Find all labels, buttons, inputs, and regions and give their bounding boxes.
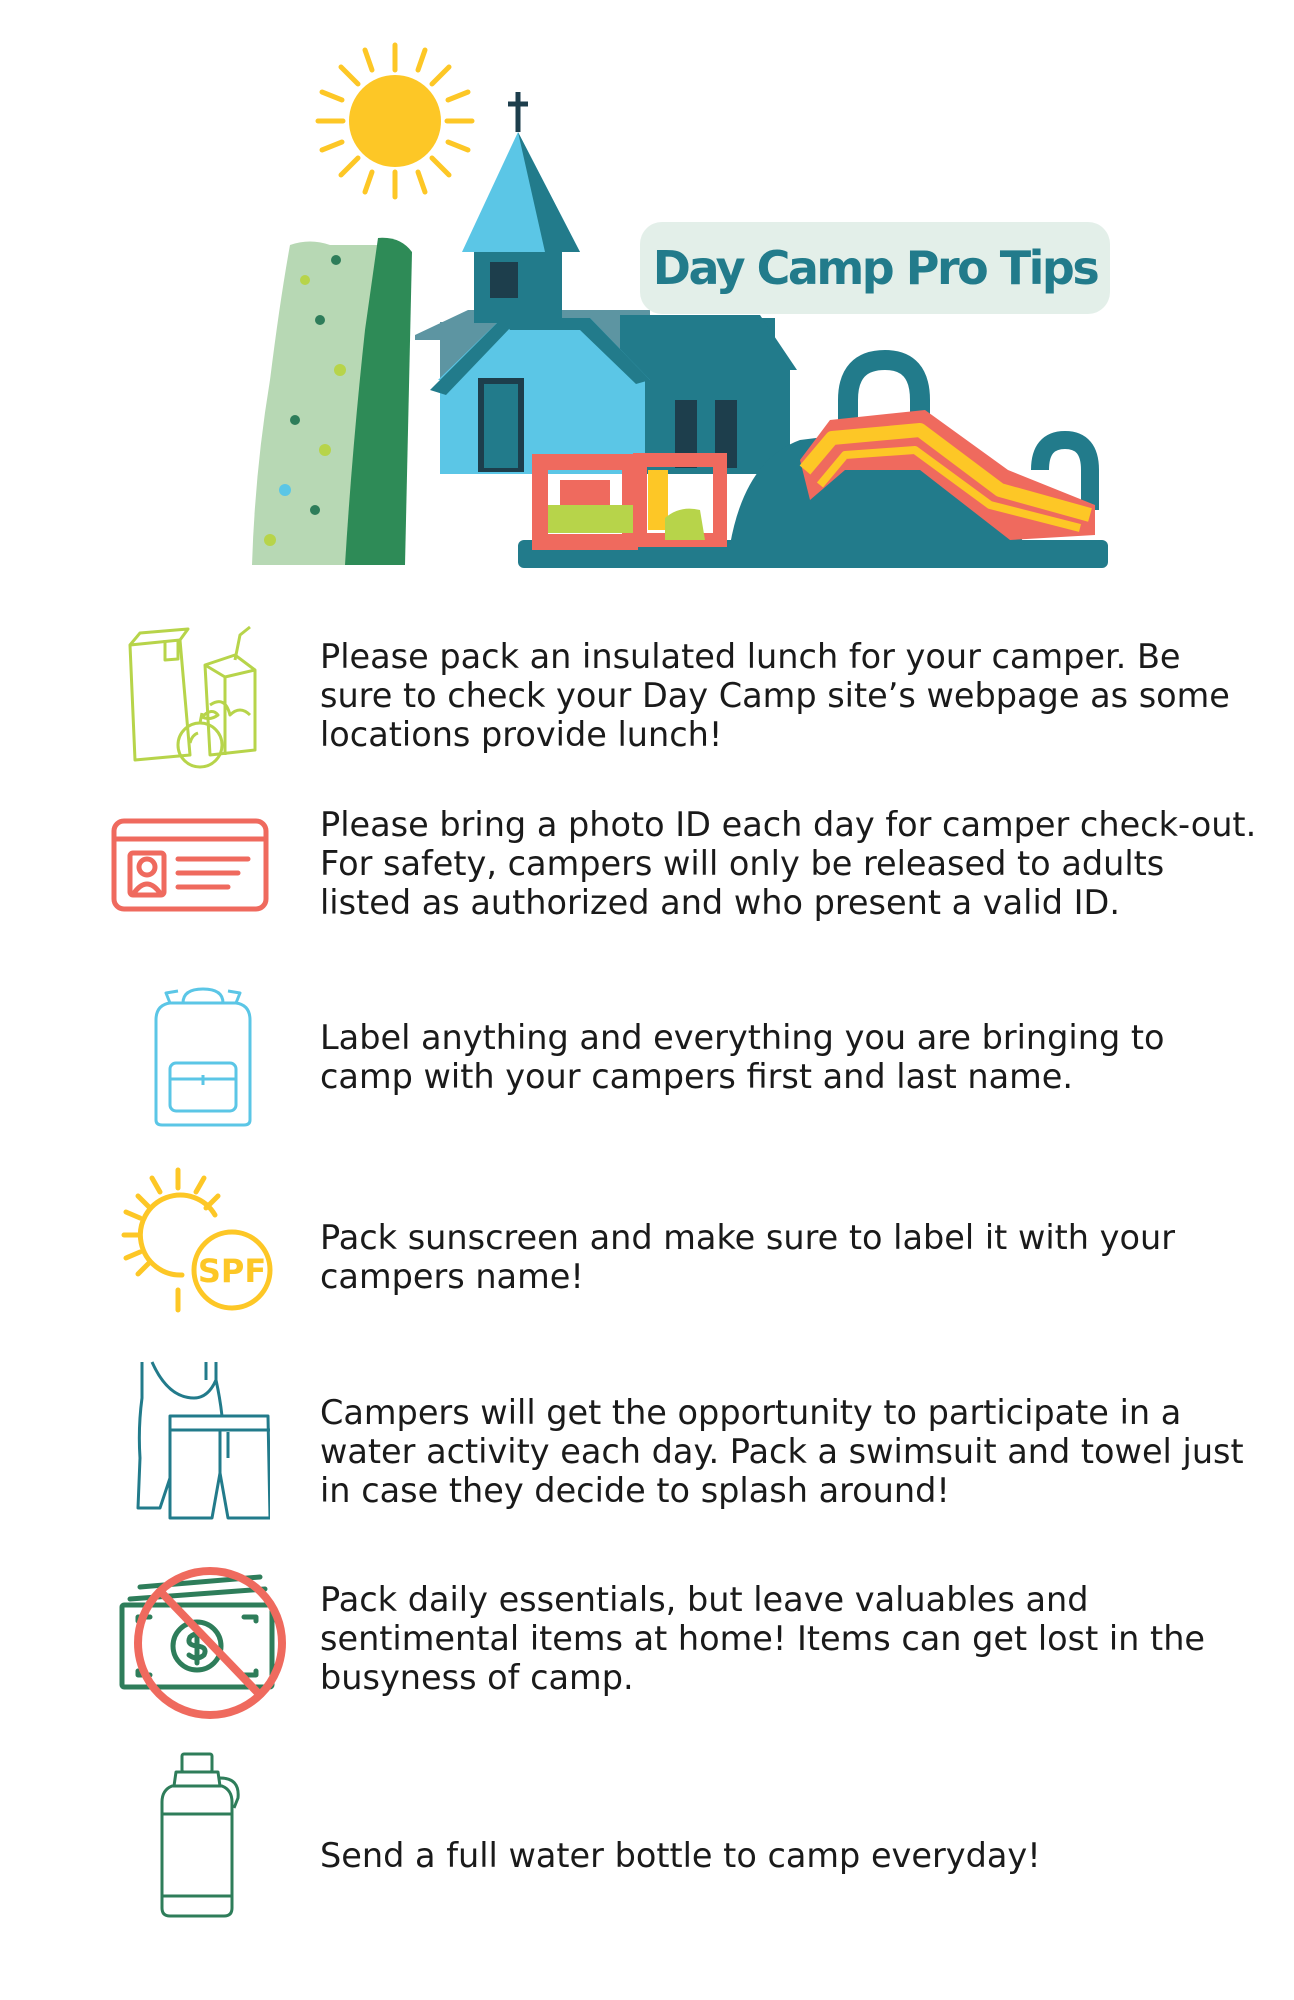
photo-id-icon	[110, 815, 300, 920]
backpack-icon	[148, 985, 338, 1135]
tip-sunscreen	[0, 1160, 1294, 1320]
tip-swimsuit	[0, 1358, 1294, 1528]
tip-water-bottle	[0, 1750, 1294, 1920]
tip-text: Pack daily essentials, but leave valuables and sentimental items at home! Items can get lost in the busyness of camp.	[320, 1580, 1206, 1697]
tip-valuables	[0, 1555, 1294, 1720]
spf-label: SPF	[197, 1252, 267, 1290]
tip-lunch	[0, 615, 1294, 775]
tip-text: Label anything and everything you are bringing to camp with your campers first and last name.	[320, 1018, 1165, 1096]
sunscreen-icon	[110, 1160, 300, 1325]
tip-photo-id	[0, 805, 1294, 945]
title-banner	[640, 222, 1110, 314]
tip-text: Please pack an insulated lunch for your camper. Be sure to check your Day Camp site’s webpage as some locations provide lunch!	[320, 637, 1230, 754]
tip-backpack	[0, 985, 1294, 1135]
water-bottle-icon	[150, 1750, 340, 1925]
swimsuit-icon	[130, 1358, 320, 1528]
lunch-bag-icon	[110, 615, 300, 780]
no-money-icon	[110, 1555, 300, 1725]
tip-text: Pack sunscreen and make sure to label it with your campers name!	[320, 1218, 1175, 1296]
tip-text: Campers will get the opportunity to participate in a water activity each day. Pack a swimsuit and towel just in case they decide to splash around!	[320, 1393, 1244, 1510]
hero-illustration	[0, 0, 1294, 580]
tip-text: Send a full water bottle to camp everyday!	[320, 1836, 1041, 1875]
tip-text: Please bring a photo ID each day for camper check-out. For safety, campers will only be released to adults listed as authorized and who present a valid ID.	[320, 805, 1257, 922]
page-title: Day Camp Pro Tips	[652, 241, 1098, 295]
